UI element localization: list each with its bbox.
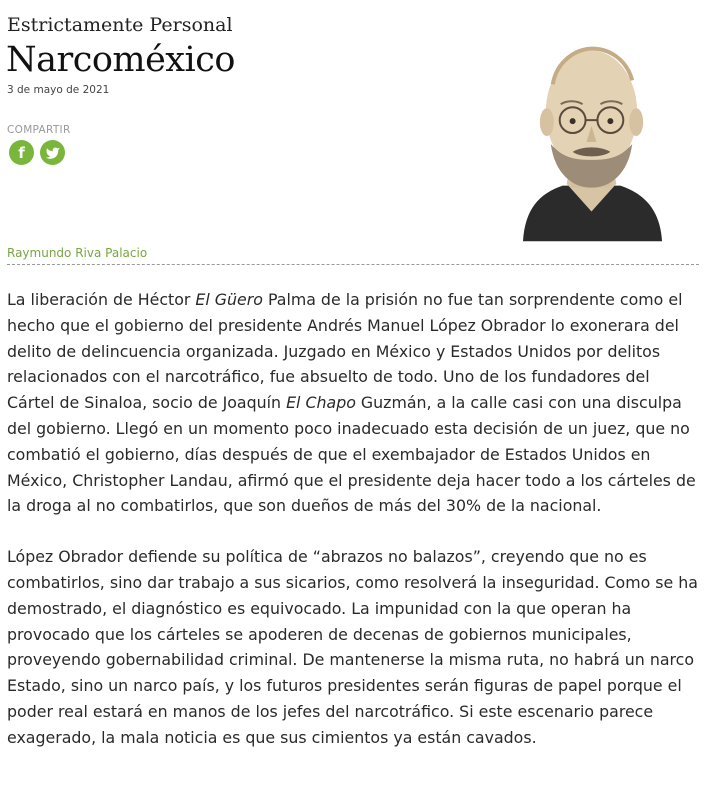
twitter-share-button[interactable] bbox=[40, 140, 65, 165]
text-run: La liberación de Héctor bbox=[7, 290, 196, 309]
paragraph-1 bbox=[7, 287, 702, 519]
text-run: Palma de la prisión no fue tan sorprendente como el hecho que el gobierno del presidente Andrés Manuel López Obrador lo exonerara del delito de delincuencia organizada. Juzgado en México y Estados Unidos por delitos relacionados con el narcotráfico, fue absuelto de todo. Uno de los fundadores del Cártel de Sinaloa, socio de Joaquín bbox=[7, 290, 683, 413]
author-name[interactable]: Raymundo Riva Palacio bbox=[7, 246, 148, 260]
paragraph-2: López Obrador defiende su política de “abrazos no balazos”, creyendo que no es combatirlos, sino dar trabajo a sus sicarios, como resolverá la inseguridad. Como se ha demostrado, el diagnóstico es equivocado. La impunidad con la que operan ha provocado que los cárteles se apoderen de decenas de gobiernos municipales, proveyendo gobernabilidad criminal. De mantenerse la misma ruta, no habrá un narco Estado, sino un narco país, y los futuros presidentes serán figuras de papel porque el poder real estará en manos de los jefes del narcotráfico. Si este escenario parece exagerado, la mala noticia es que sus cimientos ya están cavados. bbox=[7, 547, 698, 747]
article-body bbox=[7, 287, 702, 776]
text-run: Guzmán, a la calle casi con una disculpa del gobierno. Llegó en un momento poco inadecuado esta decisión de un juez, que no combatió el gobierno, días después de que el exembajador de Estados Unidos en México, Christopher Landau, afirmó que el presidente deja hacer todo a los cárteles de la droga al no combatirlos, que son dueños de más del 30% de la nacional. bbox=[7, 393, 696, 516]
publish-date: 3 de mayo de 2021 bbox=[7, 84, 110, 96]
nickname: El Chapo bbox=[286, 393, 356, 413]
svg-text:f: f bbox=[18, 144, 25, 162]
facebook-icon bbox=[9, 140, 34, 165]
author-portrait bbox=[517, 34, 666, 242]
facebook-share-button[interactable] bbox=[9, 140, 34, 165]
twitter-icon bbox=[40, 140, 65, 165]
share-label: COMPARTIR bbox=[7, 124, 71, 136]
nickname: El Güero bbox=[195, 290, 263, 309]
divider bbox=[7, 264, 699, 265]
article-title: Narcoméxico bbox=[6, 40, 235, 80]
column-name: Estrictamente Personal bbox=[7, 14, 233, 36]
